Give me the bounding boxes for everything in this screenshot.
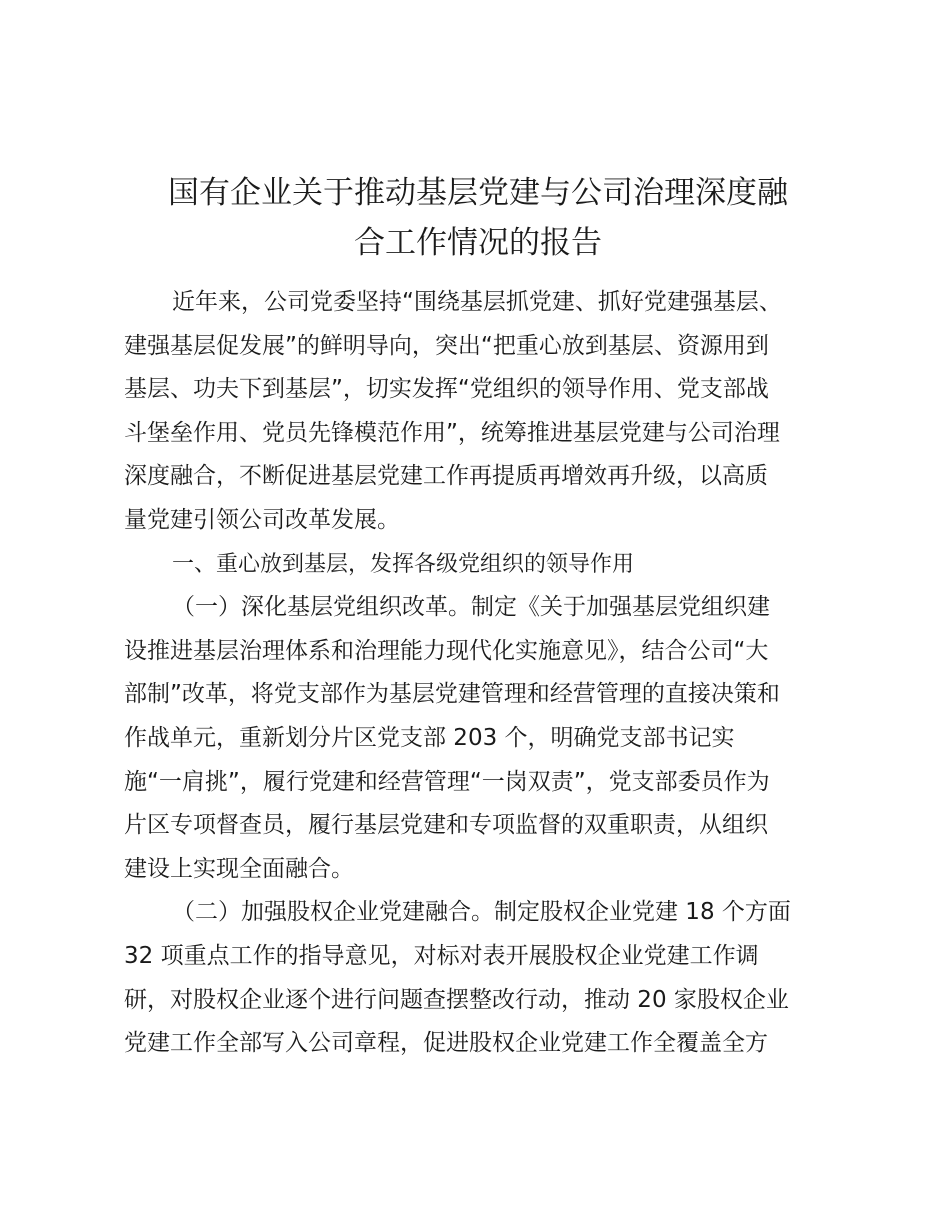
body-text-line: （二）加强股权企业党建融合。制定股权企业党建 18 个方面: [172, 899, 791, 926]
body-text-line: 片区专项督查员，履行基层党建和专项监督的双重职责，从组织: [124, 812, 768, 839]
body-text-line: 斗堡垒作用、党员先锋模范作用”，统筹推进基层党建与公司治理: [124, 419, 780, 446]
body-text-line: 32 项重点工作的指导意见，对标对表开展股权企业党建工作调: [124, 942, 759, 969]
body-text-line: 建设上实现全面融合。: [124, 855, 354, 882]
body-text-line: 研，对股权企业逐个进行问题查摆整改行动，推动 20 家股权企业: [124, 986, 789, 1013]
body-text-line: 建强基层促发展”的鲜明导向，突出“把重心放到基层、资源用到: [124, 332, 769, 359]
body-text-line: 施“一肩挑”，履行党建和经营管理“一岗双责”，党支部委员作为: [124, 768, 770, 795]
body-text-line: 基层、功夫下到基层”，切实发挥“党组织的领导作用、党支部战: [124, 376, 769, 403]
title-line-2: 合工作情况的报告: [354, 225, 602, 261]
body-text-line: 设推进基层治理体系和治理能力现代化实施意见》，结合公司“大: [124, 637, 769, 664]
body-text-line: （一）深化基层党组织改革。制定《关于加强基层党组织建: [172, 594, 770, 621]
body-text-line: 党建工作全部写入公司章程，促进股权企业党建工作全覆盖全方: [124, 1030, 768, 1057]
title-line-1: 国有企业关于推动基层党建与公司治理深度融: [168, 175, 788, 211]
body-text-line: 作战单元，重新划分片区党支部 203 个，明确党支部书记实: [124, 724, 735, 751]
document-body: [124, 281, 838, 1066]
document-title: [120, 168, 836, 268]
body-text-line: 深度融合，不断促进基层党建工作再提质再增效再升级，以高质: [124, 463, 768, 490]
body-text-line: 部制”改革，将党支部作为基层党建管理和经营管理的直接决策和: [124, 681, 780, 708]
body-text-line: 量党建引领公司改革发展。: [124, 506, 400, 533]
body-text-line: 近年来，公司党委坚持“围绕基层抓党建、抓好党建强基层、: [172, 289, 782, 315]
section-heading: 一、重心放到基层，发挥各级党组织的领导作用: [172, 551, 635, 577]
